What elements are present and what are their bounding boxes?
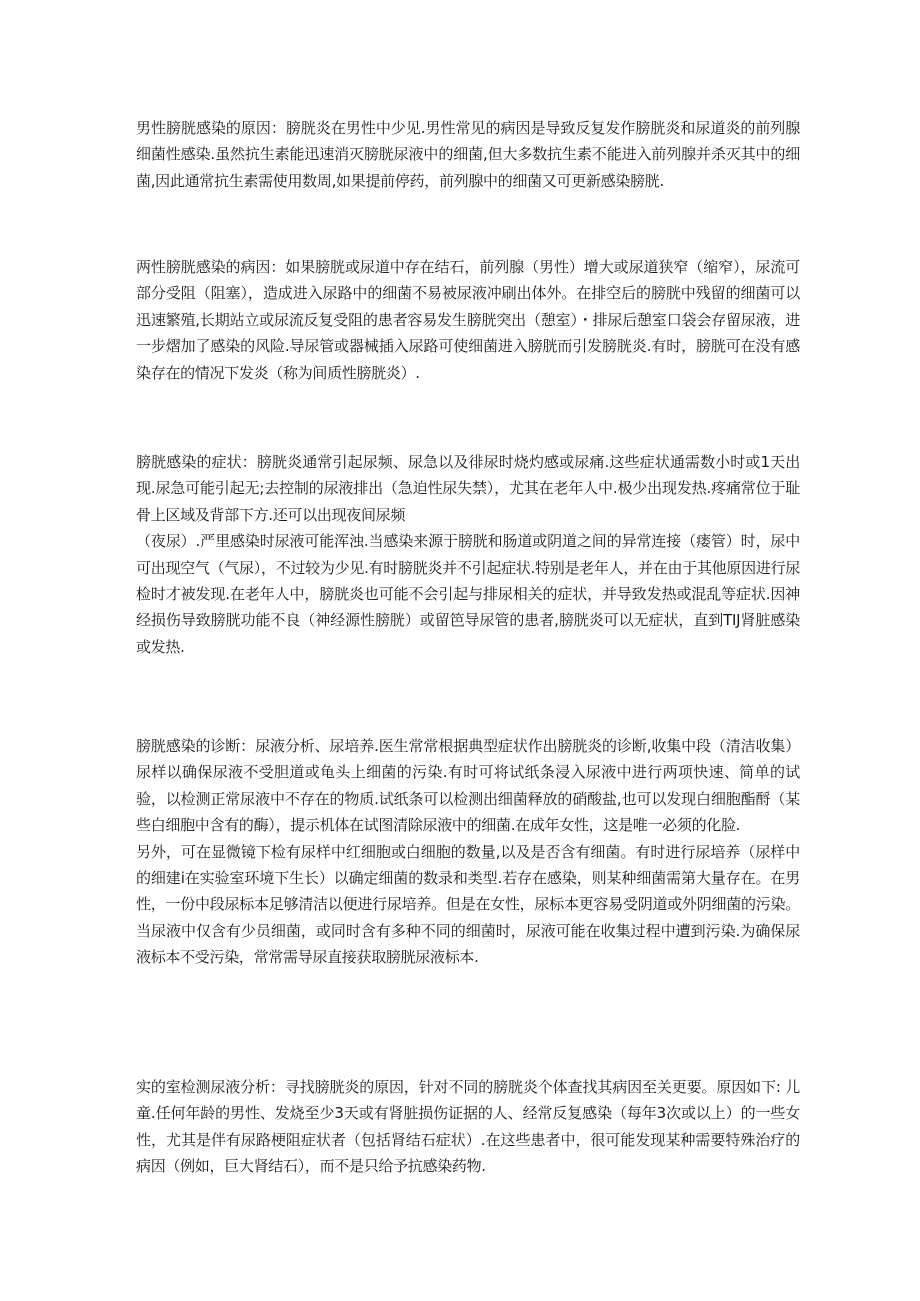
paragraph: （夜尿）.严里感染时尿液可能浑浊.当感染来源于膀胱和肠道或阴道之间的异常连接（瘘管）时，尿中可出现空气（气尿），不过较为少见.有时膀胱炎并不引起症状.特别是老年人，并在由于其他原因进行尿检时才被发现.在老年人中，膀胱炎也可能不会引起与排尿相关的症状，并导致发热或混乱等症状.因神经损伤导致膀胱功能不良（神经源性膀胱）或留笆导尿管的患者,膀胱炎可以无症状，直到TIJ肾脏感染或发热. xyxy=(136,532,800,656)
paragraph: 两性膀胱感染的病因：如果膀胱或尿道中存在结石，前列腺（男性）增大或尿道狭窄（缩窄），尿流可部分受阻（阻塞），造成进入尿路中的细菌不易被尿液冲刷出体外。在排空后的膀胱中残留的细菌可以迅速繁殖,长期站立或尿流反复受阻的患者容易发生膀胱突出（憩室）・排尿后憩室口袋会存留尿液，进一步熠加了感染的风险.导尿管或器械插入尿路可使细菌进入膀胱而引发膀胱炎.有时，膀胱可在没有感染存在的情况下发炎（称为间质性膀胱炎）. xyxy=(136,258,800,382)
section-lab-urinalysis xyxy=(136,1074,800,1180)
paragraph: 男性膀胱感染的原因：膀胱炎在男性中少见.男性常见的病因是导致反复发作膀胱炎和尿道炎的前列腺细菌性感染.虽然抗生素能迅速消灭膀胱尿液中的细菌,但大多数抗生素不能进入前列腺并杀灭其中的细菌,因此通常抗生素需使用数周,如果提前停药，前列腺中的细菌又可更新感染膀胱. xyxy=(136,119,800,190)
paragraph: 膀胱感染的症状：膀胱炎通常引起尿频、尿急以及徘尿时烧灼感或尿痛.这些症状通需数小时或1天出现.尿急可能引起无;去控制的尿液排出（急迫性尿失禁），尤其在老年人中.极少出现发热.疼痛常位于耻骨上区域及背部下方.还可以出现夜间尿频 xyxy=(136,453,800,524)
paragraph: 膀胱感染的诊断：尿液分析、尿培养.医生常常根据典型症状作出膀胱炎的诊断,收集中段（清洁收集）尿样以确保尿液不受胆道或龟头上细菌的污染.有时可将试纸条浸入尿液中进行两项快速、简单的试验，以检测正常尿液中不存在的物质.试纸条可以检测出细菌释放的硝酸盐,也可以发现白细胞酯酹（某些白细胞中含有的酶），提示机体在试图清除尿液中的细菌.在成年女性，这是唯一必须的化脸. xyxy=(136,737,800,835)
section-bladder-infection-diagnosis xyxy=(136,733,800,971)
paragraph: 实的室检测尿液分析：寻找膀胱炎的原因，针对不同的膀胱炎个体查找其病因至关更要。原因如下: 儿童.任何年龄的男性、发烧至少3天或有肾脏损伤证据的人、经常反复感染（每年3次或以上）的一些女性，尤其是伴有尿路梗阻症状者（包括肾结石症状）.在这些患者中，很可能发现某种需要特殊治疗的病因（例如，巨大肾结石），而不是只给予抗感染药物. xyxy=(136,1078,800,1176)
section-male-bladder-infection-cause xyxy=(136,115,800,194)
section-bladder-infection-symptoms xyxy=(136,449,800,660)
paragraph: 另外，可在显微镜下检有尿样中红细胞或白细胞的数量,以及是否含有细菌。有时进行尿培养（尿样中的细建i在实验室环境下生长）以确定细菌的数录和类型.若存在感染，则某种细菌需第大量存在。在男性，一份中段尿标本足够清洁以便进行尿培养。但是在女性，尿标本更容易受阴道或外阴细菌的污染。当尿液中仅含有少员细菌，或同时含有多种不同的细菌时，尿液可能在收集过程中遭到污染.为确保尿液标本不受污染，常常需导尿直接获取膀胱尿液标本. xyxy=(136,842,800,967)
section-bladder-infection-causes xyxy=(136,254,800,386)
